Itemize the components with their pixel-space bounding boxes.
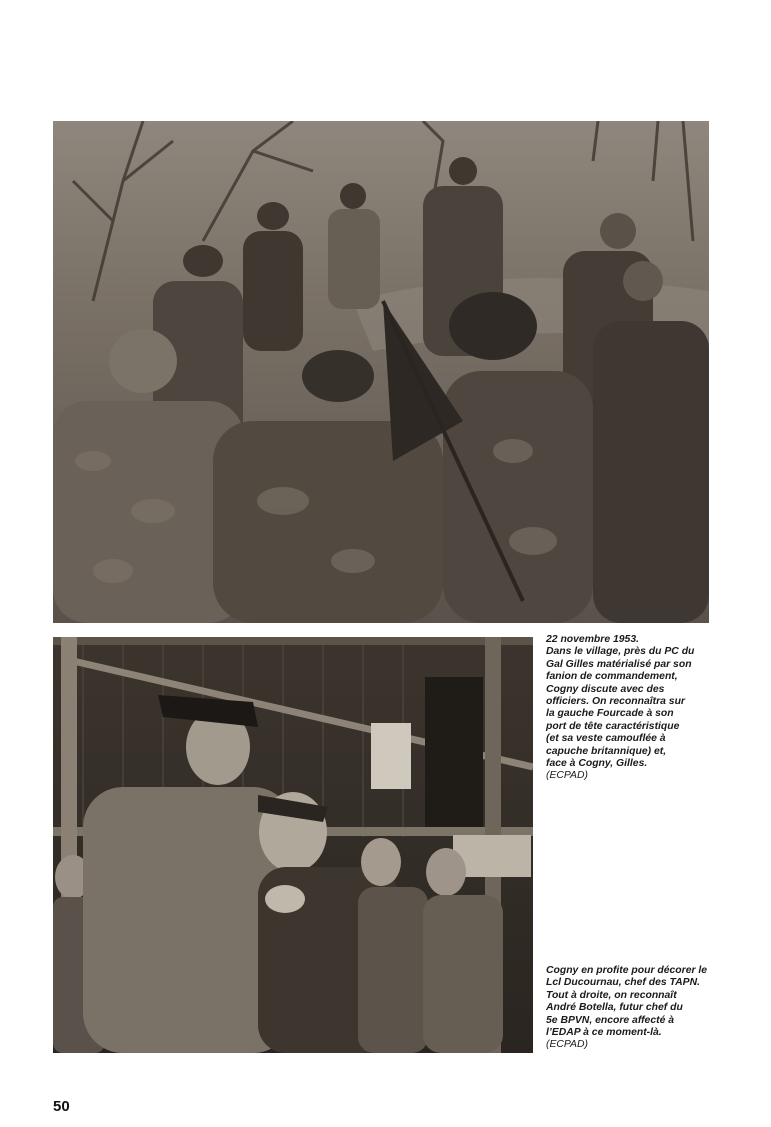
caption-line: Dans le village, près du PC du (546, 646, 695, 658)
caption-line: la gauche Fourcade à son (546, 708, 674, 720)
photo-officers-village (53, 121, 709, 623)
photo-decoration-ceremony (53, 637, 533, 1053)
caption-line: l’EDAP à ce moment-là. (546, 1027, 662, 1039)
caption-line: (et sa veste camouflée à (546, 733, 666, 745)
photo-credit: (ECPAD) (546, 770, 588, 782)
caption-line: officiers. On reconnaîtra sur (546, 696, 685, 708)
page-number: 50 (53, 1098, 70, 1115)
caption-bottom-photo (546, 965, 716, 1052)
photo-credit: (ECPAD) (546, 1039, 588, 1051)
caption-line: port de tête caractéristique (546, 720, 680, 732)
caption-line: capuche britannique) et, (546, 745, 667, 757)
caption-line: 22 novembre 1953. (546, 634, 639, 645)
caption-line: fanion de commandement, (546, 671, 678, 683)
caption-line: 5e BPVN, encore affecté à (546, 1014, 675, 1026)
caption-line: Cogny en profite pour décorer le (546, 965, 708, 976)
caption-line: face à Cogny, Gilles. (546, 758, 648, 770)
caption-line: André Botella, futur chef du (546, 1002, 683, 1014)
caption-line: Tout à droite, on reconnaît (546, 989, 677, 1001)
caption-line: Lcl Ducournau, chef des TAPN. (546, 977, 700, 989)
caption-line: Gal Gilles matérialisé par son (546, 658, 692, 670)
caption-top-photo (546, 634, 716, 783)
caption-line: Cogny discute avec des (546, 683, 665, 695)
